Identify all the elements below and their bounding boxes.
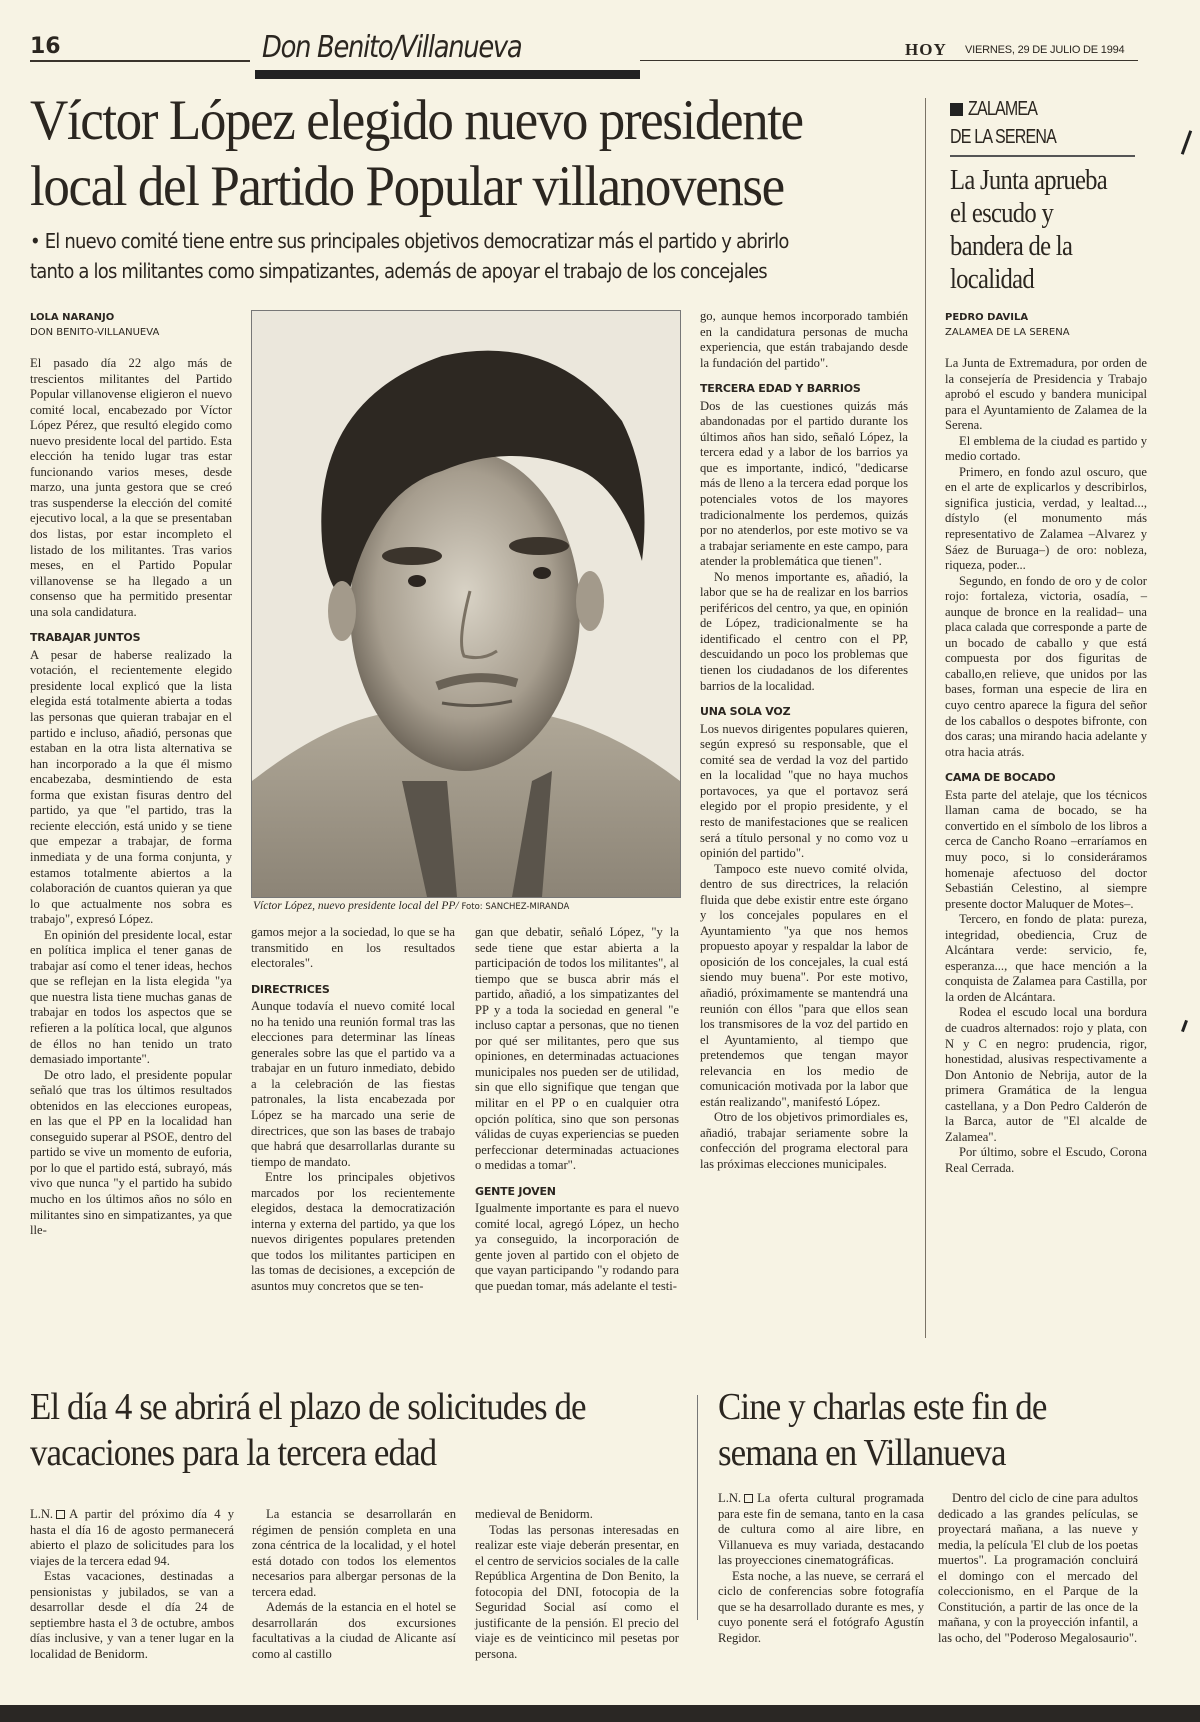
paragraph: Tampoco este nuevo comité olvida, dentro de sus directrices, la relación fluida que debe existir entre este órgano y los concejales populares en el Ayuntamiento "ya que nos hemos propuesto apoyar y respaldar la labor de oposición de los concejales, la cual está siendo muy buena". Por este motivo, añadió, próximamente se mantendrá una reunión con éllos "para que ellos sean los transmisores de la voz del partido en el Ayuntamiento, al tiempo que pretendemos que tengan mayor relevancia en los medio de comunicación motivada por la labor que están realizando", manifestó López. — [700, 861, 908, 1109]
paragraph — [30, 1507, 234, 1569]
paragraph: Además de la estancia en el hotel se desarrollarán dos excursiones facultativas a la ciudad de Alicante así como al castillo — [252, 1600, 456, 1661]
square-bullet-icon — [950, 103, 963, 116]
article-column — [475, 1507, 679, 1662]
sidebar-column — [945, 356, 1147, 1176]
sidebar-tag: DE LA SERENA — [950, 126, 1057, 148]
subhead-line: • El nuevo comité tiene entre sus principales objetivos democratizar más el partido y abrirlo — [30, 229, 789, 253]
story-headline: El día 4 se abrirá el plazo de solicitudes de vacaciones para la tercera edad — [30, 1386, 586, 1474]
initials: L.N. — [718, 1491, 742, 1505]
paragraph: A pesar de haberse realizado la votación, el recientemente elegido presidente local explicó que la lista elegida está totalmente abierta a todas las personas que quieran trabajar en el partido e incluso, añadió, personas que estaban en la otra lista alternativa se han incorporado a la que él mismo encabezaba, desmintiendo de esta forma que existan fisuras dentro del partido, ya que "el partido, tras la reciente elección, está unido y se tiene que empezar a trabajar, de forma inmediata y de una forma conjunta, y estamos totalmente abiertos a la colaboración de cuantos quieran ya que lo que actualmente nos sobra es trabajo", expresó López. — [30, 647, 232, 927]
paragraph-text: La oferta cultural programada para este fin de semana, tanto en la casa de cultura como al aire libre, en Villanueva es muy variada, destacando las proyecciones cinematográficas. — [718, 1491, 924, 1568]
caption-text: Víctor López, nuevo presidente local del PP/ — [253, 900, 459, 912]
column-divider — [925, 98, 926, 1338]
square-icon — [56, 1510, 65, 1519]
paragraph: gan que debatir, señaló López, "y la sede tiene que estar abierta a la participación de todos los militantes", al tiempo que se busca abrir más el partido, añadió, a los simpatizantes del PP y a toda la sociedad en general "e incluso captar a personas, que no tienen por qué ser militantes, pero que sus opiniones, en determinadas actuaciones municipales nos pueden ser de utilidad, sin que ello signifique que tengan que militar en el PP o en cualquier otra opción política, sino que son personas válidas de cuyas experiencias se pueden perfeccionar determinadas actuaciones o medidas a tomar". — [475, 925, 679, 1173]
byline — [945, 310, 1070, 340]
paragraph: Esta parte del atelaje, que los técnicos llaman cama de bocado, se ha convertido en el símbolo de los libros a cerca de Cancho Roano –erraríamos en muy poco, si lo consideráramos homenaje afectuoso del doctor Sebastián Celestino, al siempre presente doctor Maluquer de Motes–. — [945, 787, 1147, 911]
paragraph: Dos de las cuestiones quizás más abandonadas por el partido durante los últimos años han sido, señaló López, la tercera edad y a labor de los barrios ya que es importante, indicó, "dedicarse más de lleno a la tercera edad porque los potenciales votos de los mayores tradicionalmente los perdemos, quizás por no atenderlos, por este motivo se va a trabajar seriamente en este campo, para atender la problemática que tienen". — [700, 398, 908, 569]
paragraph: Tercero, en fondo de plata: pureza, integridad, obediencia, Cruz de Alcántara verde: servicio, fe, esperanza..., que hace mención a la conquista de Zalamea para Castilla, por la orden de Alcántara. — [945, 912, 1147, 1004]
byline — [30, 310, 159, 340]
subheading: TRABAJAR JUNTOS — [30, 631, 141, 645]
sidebar-rule — [950, 155, 1135, 157]
newspaper-name: HOY — [905, 40, 947, 59]
article-column — [718, 1491, 924, 1646]
byline-author: LOLA NARANJO — [30, 312, 115, 323]
paragraph: Estas vacaciones, destinadas a pensionistas y jubilados, se van a desarrollar desde el día 24 de septiembre hasta el 3 de octubre, ambos días inclusive, y van a tener lugar en la localidad de Benidorm. — [30, 1569, 234, 1661]
paragraph: En opinión del presidente local, estar en política implica el tener ganas de trabajar así como el tener ideas, hechos que se reflejan en la lista elegida "ya que nuestra lista tiene muchas ganas de trabajar en todos los aspectos que se refieren a la política local, que algunos de éllos no han tenido un trato demasiado importante". — [30, 927, 232, 1067]
paragraph: Todas las personas interesadas en realizar este viaje deberán presentar, en el centro de servicios sociales de la calle República Argentina de Don Benito, la fotocopia del DNI, fotocopia de la Seguridad Social así como el justificante de la pensión. El precio del viaje es de veinticinco mil pesetas por persona. — [475, 1522, 679, 1661]
scan-mark — [1181, 1020, 1188, 1032]
paragraph: Igualmente importante es para el nuevo comité local, agregó López, un hecho ya conseguido, la incorporación de gente joven al partido con el objeto de que vayan participando "y rodando para que puedan tomar, más adelante el testi- — [475, 1201, 679, 1294]
byline-author: PEDRO DAVILA — [945, 312, 1029, 323]
paragraph: gamos mejor a la sociedad, lo que se ha transmitido en los resultados electorales". — [251, 925, 455, 971]
paragraph: Aunque todavía el nuevo comité local no ha tenido una reunión formal tras las elecciones para determinar las líneas generales sobre las que el partido va a trabajar en un futuro inmediato, debido a la celebración de las fiestas patronales, la lista encabezada por López se ha marcado una serie de directrices, que son las bases de trabajo que habrá que desarrollarlas durante su tiempo de mandato. — [251, 999, 455, 1169]
paragraph: El pasado día 22 algo más de trescientos militantes del Partido Popular villanovense eligieron el nuevo comité local, encabezado por Víctor López Pérez, que resultó elegido como nuevo presidente local del partido. Esta elección ha tenido lugar tras estar funcionando varios meses, desde marzo, una junta gestora que se creó tras suspenderse la elección del comité ejecutivo local, a la que se presentaban dos listas, por estar incompleto el listado de los militantes. Tras varios meses, en el Partido Popular villanovense se ha llegado a un consenso que ha permitido presentar una sola candidatura. — [30, 356, 232, 619]
byline-location: ZALAMEA DE LA SERENA — [945, 327, 1070, 338]
subheading: CAMA DE BOCADO — [945, 771, 1056, 785]
header-rule — [640, 60, 1138, 61]
article-column — [30, 356, 232, 1239]
paragraph: Rodea el escudo local una bordura de cuadros alternados: rojo y plata, con N y C en negro: prudencia, rigor, honestidad, alusivas respectivamente a Don Antonio de Nebrija, autor de la primera Gramática de la lengua castellana, y a Don Pedro Calderón de la Barca, autor de "El alcalde de Zalamea". — [945, 1005, 1147, 1144]
initials: L.N. — [30, 1507, 54, 1521]
paragraph: Esta noche, a las nueve, se cerrará el ciclo de conferencias sobre fotografía que se ha desarrollado durante es mes, y cuyo ponente será el fotógrafo Agustín Regidor. — [718, 1568, 924, 1645]
paragraph: Dentro del ciclo de cine para adultos dedicado a las grandes películas, se proyectará mañana, a las nueve y media, la película 'El club de los poetas muertos". La programación concluirá el domingo con el mercado del coleccionismo, en el Parque de la Constitución, a partir de las once de la mañana, y con la proyección infantil, a las ocho, del "Poderoso Megalosaurio". — [938, 1491, 1138, 1645]
photo-credit: Foto: SANCHEZ-MIRANDA — [461, 902, 570, 912]
story-headline: Cine y charlas este fin de semana en Villanueva — [718, 1386, 1047, 1474]
photo-caption — [253, 900, 569, 912]
byline-location: DON BENITO-VILLANUEVA — [30, 327, 160, 338]
sidebar-headline: La Junta aprueba el escudo y bandera de la localidad — [950, 165, 1108, 295]
paragraph: De otro lado, el presidente popular señaló que tras los últimos resultados obtenidos en las elecciones europeas, en las que el PP en la localidad han conseguido superar al PSOE, dentro del partido se vive un momento de euforia, por lo que el partido está, subrayó, más vivo que nunca "y el partido ha subido mucho en los últimos años no sólo en militantes sino en simpatizantes, ya que lle- — [30, 1067, 232, 1238]
subhead-line: tanto a los militantes como simpatizantes, además de apoyar el trabajo de los concejales — [30, 259, 767, 283]
paragraph: Otro de los objetivos primordiales es, añadió, trabajar seriamente sobre la confección del programa electoral para las próximas elecciones municipales. — [700, 1110, 908, 1171]
article-column — [251, 925, 455, 1295]
article-column — [938, 1491, 1138, 1646]
paragraph: Los nuevos dirigentes populares quieren, según expresó su responsable, que el comité sea de verdad la voz del partido en la localidad "que no haya muchos portavoces, ya que el portavoz será elegido por el propio presidente, y el resto de manifestaciones que se realicen será a título personal y no como voz u opinión del partido". — [700, 721, 908, 861]
scan-mark — [1181, 130, 1192, 155]
subheading: TERCERA EDAD Y BARRIOS — [700, 382, 861, 396]
header-rule — [30, 60, 250, 62]
square-icon — [744, 1494, 753, 1503]
paragraph: No menos importante es, añadió, la labor que se ha de realizar en los barrios periféricos del centro, ya que, en opinión de López, tradicionalmente se ha identificado el centro con el PP, descuidando un poco los problemas que tienen los ciudadanos de los diferentes barrios de la localidad. — [700, 569, 908, 693]
article-column — [30, 1507, 234, 1662]
section-bar — [255, 70, 640, 79]
main-headline: Víctor López elegido nuevo presidente local del Partido Popular villanovense — [30, 89, 803, 218]
paragraph-text: A partir del próximo día 4 y hasta el día 16 de agosto permanecerá abierto el plazo de solicitudes para los viajes de la tercera edad 94. — [30, 1507, 234, 1568]
paragraph: medieval de Benidorm. — [475, 1507, 593, 1521]
paragraph — [718, 1491, 924, 1569]
paragraph: El emblema de la ciudad es partido y medio cortado. — [945, 433, 1147, 464]
paragraph: Primero, en fondo azul oscuro, que en el arte de explicarlos y describirlos, significa justicia, verdad, y lealtad..., dístylo (el monumento más representativo de Zalamea –Alvarez y Sáez de Buruaga–) de oro: nobleza, riqueza, poder... — [945, 464, 1147, 573]
paragraph: La Junta de Extremadura, por orden de la consejería de Presidencia y Trabajo aprobó el escudo y bandera municipal para el Ayuntamiento de Zalamea de la Serena. — [945, 356, 1147, 433]
main-subhead — [30, 226, 822, 286]
paragraph: Entre los principales objetivos marcados por los recientemente elegidos, destaca la democratización interna y externa del partido, ya que los nuevos dirigentes populares pretenden que todos los militantes participen en las tomas de decisiones, a excepción de asuntos muy concretos que se ten- — [251, 1170, 455, 1294]
subheading: GENTE JOVEN — [475, 1184, 556, 1198]
page-number: 16 — [30, 34, 61, 59]
scan-edge — [0, 1705, 1200, 1722]
paragraph: go, aunque hemos incorporado también en la candidatura personas de mucha experiencia, que están trabajando desde la fundación del partido". — [700, 309, 908, 370]
issue-date: VIERNES, 29 DE JULIO DE 1994 — [965, 44, 1125, 56]
portrait-photo — [251, 310, 681, 898]
article-column — [700, 309, 908, 1173]
article-column — [475, 925, 679, 1295]
subheading: DIRECTRICES — [251, 982, 330, 996]
paragraph: La estancia se desarrollarán en régimen de pensión completa en una zona céntrica de la localidad, y el hotel está dotado con todos los elementos necesarios para albergar personas de la tercera edad. — [252, 1507, 456, 1599]
portrait-image — [252, 311, 680, 897]
subheading: UNA SOLA VOZ — [700, 705, 791, 719]
paragraph: Por último, sobre el Escudo, Corona Real Cerrada. — [945, 1145, 1147, 1175]
paragraph: Segundo, en fondo de oro y de color rojo: fortaleza, victoria, osadía, –aunque de bronce en la realidad– una placa calada que corresponde a parte de un bocado de caballo y que está compuesta por dos figuritas de caballo,en relieve, que unidos por las bases, forman una especie de lira en cuyo centro aparece la figura del señor de los caballos o despotes bifronte, con dos caras; una mirando hacia adelante y otra hacia atrás. — [945, 573, 1147, 759]
column-divider — [697, 1395, 698, 1620]
sidebar-tag: ZALAMEA — [968, 98, 1038, 120]
section-title: Don Benito/Villanueva — [262, 30, 522, 65]
article-column — [252, 1507, 456, 1662]
